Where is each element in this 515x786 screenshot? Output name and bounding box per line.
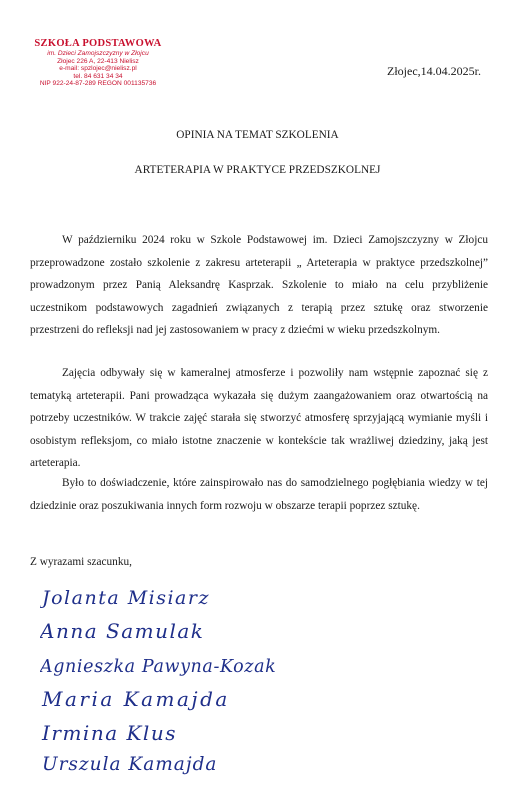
- signature-text: Irmina Klus: [42, 721, 177, 745]
- signature-1: [40, 580, 290, 614]
- signature-3: [40, 648, 290, 682]
- paragraph-text: Było to doświadczenie, które zainspirowało nas do samodzielnego pogłębiania wiedzy w tej dziedzinie oraz poszukiwania innych form rozwoju w obszarze terapii poprzez sztukę.: [30, 477, 488, 512]
- paragraph-text: Zajęcia odbywały się w kameralnej atmosferze i pozwoliły nam wstępnie zapoznać się z tematyką arteterapii. Pani prowadząca wykazała się dużym zaangażowaniem oraz otwartością na potrzeby uczestników. W trakcie zajęć starała się stworzyć atmosferę sprzyjającą wymianie myśli i osobistym refleksjom, co miało istotne znaczenie w kontekście tak wrażliwej dziedziny, jaką jest arteterapia.: [30, 367, 488, 469]
- stamp-nip-regon-line: NIP 922-24-87-289 REGON 001135736: [39, 80, 157, 88]
- body-paragraph-3: [30, 472, 488, 517]
- stamp-school-name: SZKOŁA PODSTAWOWA: [34, 38, 162, 49]
- document-date: Złojec,14.04.2025r.: [387, 64, 481, 78]
- signature-6: [40, 746, 290, 780]
- document-title: OPINIA NA TEMAT SZKOLENIA: [176, 129, 339, 141]
- stamp-email-line: e-mail: spzlojec@nielisz.pl: [59, 65, 137, 73]
- body-paragraph-2: [30, 362, 488, 475]
- paragraph-text: W październiku 2024 roku w Szkole Podstawowej im. Dzieci Zamojszczyzny w Złojcu przeprowadzone zostało szkolenie z zakresu arteterapii „ Arteterapia w praktyce przedszkolnej” prowadzonym przez Panią Aleksandrę Kasprzak. Szkolenie to miało na celu przybliżenie uczestnikom podstawowych zagadnień związanych z terapią przez sztukę oraz stworzenie przestrzeni do refleksji nad jej zastosowaniem w pracy z dziećmi w wieku przedszkolnym.: [30, 234, 488, 336]
- stamp-phone-line: tel. 84 631 34 34: [73, 72, 123, 80]
- school-stamp: [24, 38, 172, 88]
- signature-text: Agnieszka Pawyna-Kozak: [40, 657, 277, 677]
- closing-line: Z wyrazami szacunku,: [30, 556, 132, 568]
- signature-2: [40, 614, 290, 648]
- signature-4: [40, 682, 290, 716]
- stamp-patron-line: im. Dzieci Zamojszczyzny w Złojcu: [47, 50, 149, 58]
- signature-text: Maria Kamajda: [42, 687, 230, 711]
- signature-text: Anna Samulak: [40, 619, 205, 643]
- signature-text: Jolanta Misiarz: [42, 587, 210, 609]
- body-paragraph-1: [30, 229, 488, 342]
- stamp-address-line: Złojec 226 A, 22-413 Nielisz: [57, 57, 139, 65]
- training-title: ARTETERAPIA W PRAKTYCE PRZEDSZKOLNEJ: [134, 164, 381, 176]
- signature-text: Urszula Kamajda: [42, 754, 218, 775]
- signature-5: [40, 716, 290, 750]
